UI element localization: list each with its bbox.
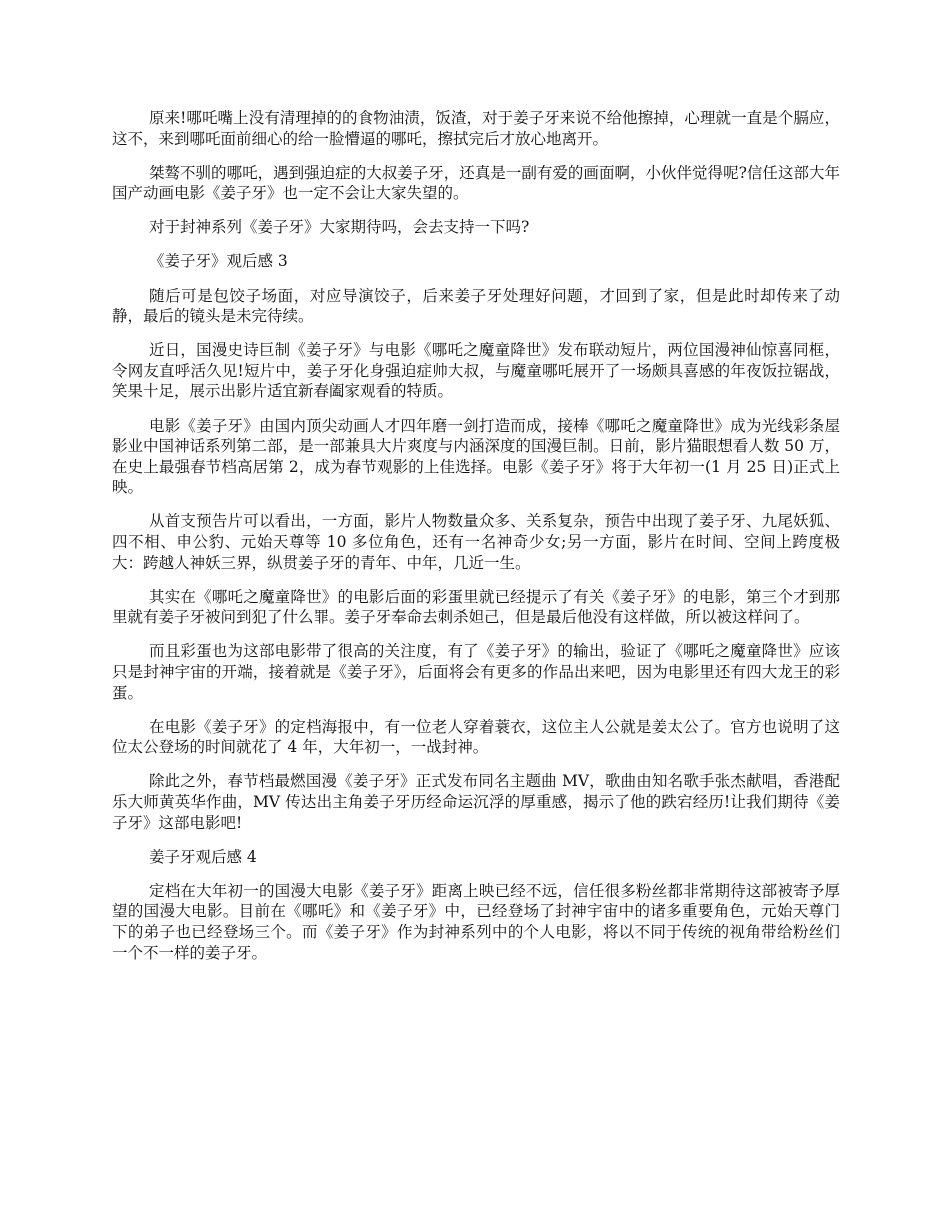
section-heading: 姜子牙观后感 4: [149, 847, 257, 866]
paragraph: 近日，国漫史诗巨制《姜子牙》与电影《哪吒之魔童降世》发布联动短片，两位国漫神仙惊喜同框，令网友直呼活久见!短片中，姜子牙化身强迫症帅大叔，与魔童哪吒展开了一场颇具喜感的年夜饭拉锯战，笑果十足，展示出影片适宜新春阖家观看的特质。: [112, 341, 840, 401]
section-heading: 《姜子牙》观后感 3: [149, 252, 288, 271]
paragraph: 原来!哪吒嘴上没有清理掉的的食物油渍，饭渣，对于姜子牙来说不给他擦掉，心理就一直是个膈应，这不，来到哪吒面前细心的给一脸懵逼的哪吒，擦拭完后才放心地离开。: [112, 109, 840, 148]
paragraph: 其实在《哪吒之魔童降世》的电影后面的彩蛋里就已经提示了有关《姜子牙》的电影，第三个才到那里就有姜子牙被问到犯了什么罪。姜子牙奉命去刺杀妲己，但是最后他没有这样做，所以被这样问了。: [112, 587, 840, 627]
paragraph: 随后可是包饺子场面，对应导演饺子，后来姜子牙处理好问题，才回到了家，但是此时却传来了动静，最后的镜头是未完待续。: [112, 286, 840, 326]
paragraph: 桀骜不驯的哪吒，遇到强迫症的大叔姜子牙，还真是一副有爱的画面啊，小伙伴觉得呢?信任这部大年国产动画电影《姜子牙》也一定不会让大家失望的。: [112, 163, 840, 203]
paragraph: 除此之外，春节档最燃国漫《姜子牙》正式发布同名主题曲 MV，歌曲由知名歌手张杰献唱，香港配乐大师黄英华作曲，MV 传达出主角姜子牙历经命运沉浮的厚重感，揭示了他的跌宕经历!让我们期待《姜子牙》这部电影吧!: [112, 772, 840, 832]
paragraph: 而且彩蛋也为这部电影带了很高的关注度，有了《姜子牙》的输出，验证了《哪吒之魔童降世》应该只是封神宇宙的开端，接着就是《姜子牙》，后面将会有更多的作品出来吧，因为电影里还有四大龙王的彩蛋。: [112, 642, 840, 702]
paragraph: 电影《姜子牙》由国内顶尖动画人才四年磨一剑打造而成，接棒《哪吒之魔童降世》成为光线彩条屋影业中国神话系列第二部，是一部兼具大片爽度与内涵深度的国漫巨制。日前，影片猫眼想看人数 50 万，在史上最强春节档高居第 2，成为春节观影的上佳选择。电影《姜子牙》将于大年初一(1 月 25 日)正式上映。: [112, 416, 840, 497]
document-page: [112, 108, 840, 977]
paragraph: 定档在大年初一的国漫大电影《姜子牙》距离上映已经不远，信任很多粉丝都非常期待这部被寄予厚望的国漫大电影。目前在《哪吒》和《姜子牙》中，已经登场了封神宇宙中的诸多重要角色，元始天尊门下的弟子也已经登场三个。而《姜子牙》作为封神系列中的个人电影，将以不同于传统的视角带给粉丝们一个不一样的姜子牙。: [112, 881, 840, 962]
paragraph: 在电影《姜子牙》的定档海报中，有一位老人穿着蓑衣，这位主人公就是姜太公了。官方也说明了这位太公登场的时间就花了 4 年，大年初一，一战封神。: [112, 717, 840, 757]
paragraph: 从首支预告片可以看出，一方面，影片人物数量众多、关系复杂，预告中出现了姜子牙、九尾妖狐、四不相、申公豹、元始天尊等 10 多位角色，还有一名神奇少女;另一方面，影片在时间、空间上跨度极大：跨越人神妖三界，纵贯姜子牙的青年、中年，几近一生。: [112, 512, 840, 572]
paragraph: 对于封神系列《姜子牙》大家期待吗，会去支持一下吗?: [149, 218, 530, 237]
